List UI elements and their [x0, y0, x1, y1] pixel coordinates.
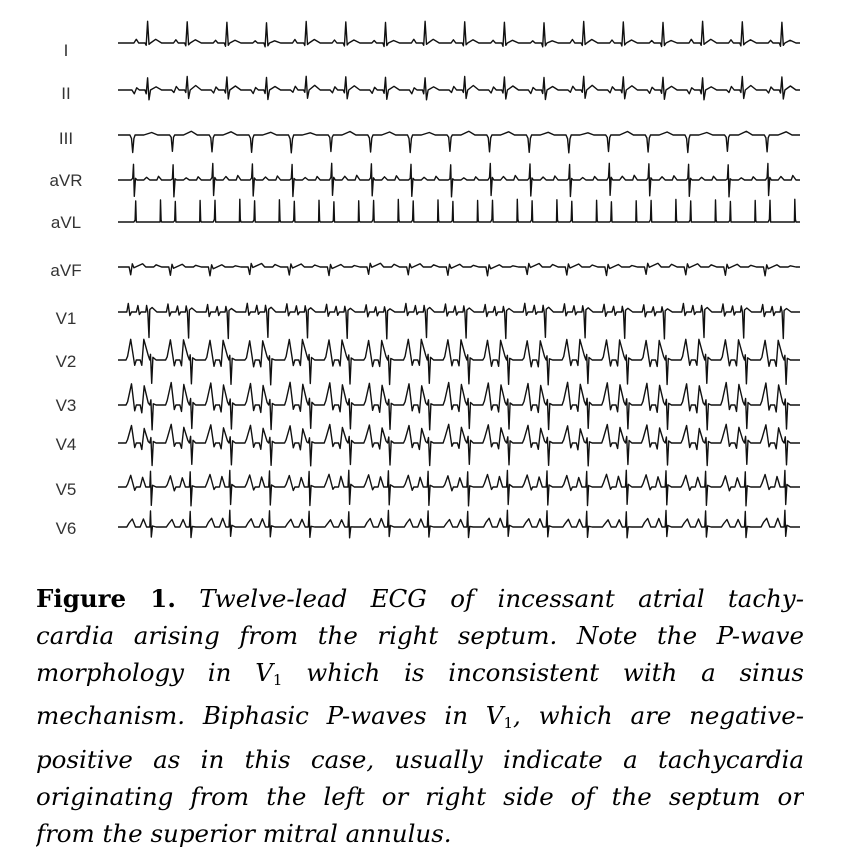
lead-label-i: I — [63, 41, 69, 60]
lead-label-v6: V6 — [55, 519, 77, 538]
lead-label-avl: aVL — [50, 213, 82, 232]
caption-line-4: mechanism. Biphasic P-waves in $V_1$, which are negative- — [36, 701, 804, 733]
ecg-trace-v3 — [118, 382, 800, 430]
ecg-trace-i — [118, 21, 800, 47]
caption-line-5: positive as in this case, usually indicate a tachycardia — [36, 745, 804, 775]
ecg-trace-avl — [118, 199, 800, 222]
caption-line-7: from the superior mitral annulus. — [36, 818, 452, 848]
ecg-trace-v2 — [118, 339, 800, 385]
figure-label: Figure 1. — [36, 584, 176, 613]
lead-label-v5: V5 — [55, 480, 77, 499]
lead-label-v3: V3 — [55, 396, 77, 415]
ecg-trace-v5 — [118, 470, 800, 506]
ecg-trace-avf — [118, 263, 800, 276]
ecg-trace-ii — [118, 76, 800, 100]
ecg-trace-v6 — [118, 510, 800, 538]
caption-line-2: cardia arising from the right septum. Note the P-wave — [36, 620, 804, 650]
lead-label-v2: V2 — [55, 352, 77, 371]
lead-label-ii: II — [61, 84, 71, 103]
caption-line-1: Figure 1. Twelve-lead ECG of incessant atrial tachy- — [36, 584, 804, 613]
ecg-trace-v4 — [118, 424, 800, 466]
ecg-trace-v1 — [118, 303, 800, 339]
lead-label-avr: aVR — [49, 171, 83, 190]
lead-label-avf: aVF — [50, 261, 82, 280]
lead-label-v4: V4 — [55, 435, 77, 454]
lead-label-v1: V1 — [55, 309, 77, 328]
lead-label-iii: III — [58, 129, 74, 148]
caption-line-6: originating from the left or right side of the septum or — [36, 781, 804, 811]
ecg-trace-iii — [118, 131, 800, 153]
caption-line-3: morphology in $V_1$ which is inconsistent with a sinus — [36, 657, 804, 689]
figure-caption — [36, 581, 804, 853]
ecg-trace-avr — [118, 163, 800, 197]
